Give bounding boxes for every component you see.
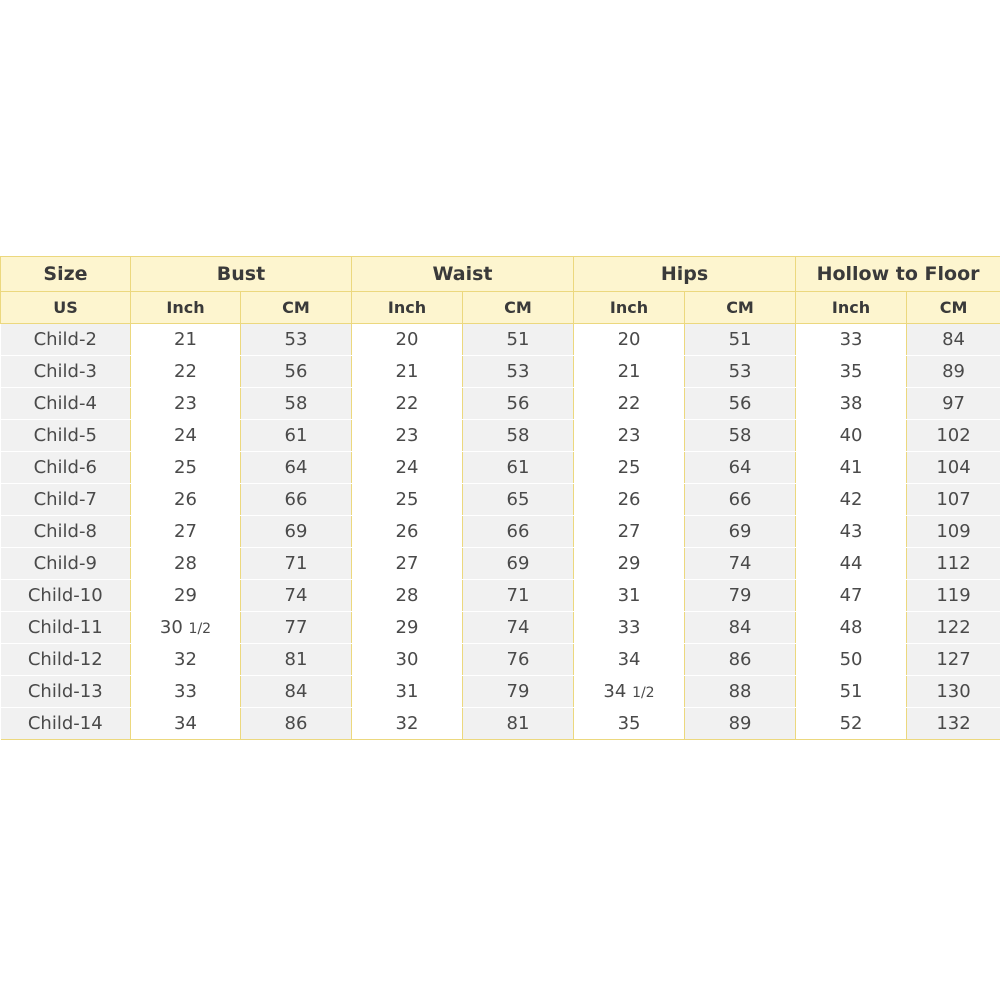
header-waist-inch: Inch [352,292,463,324]
cell-bust-cm: 53 [241,324,352,356]
size-chart-body [1,324,1000,740]
cell-bust-cm: 69 [241,516,352,548]
cell-bust-inch: 22 [131,356,241,388]
cell-hips-inch: 25 [574,452,685,484]
cell-bust-cm: 66 [241,484,352,516]
cell-hips-cm: 51 [685,324,796,356]
header-bust: Bust [131,257,352,292]
table-row [1,580,1000,612]
cell-hips-cm: 74 [685,548,796,580]
cell-waist-cm: 76 [463,644,574,676]
header-htf-cm: CM [907,292,1000,324]
header-waist-cm: CM [463,292,574,324]
cell-hips-inch: 27 [574,516,685,548]
cell-htf-cm: 122 [907,612,1000,644]
cell-hips-cm: 69 [685,516,796,548]
cell-bust-cm: 86 [241,708,352,740]
cell-waist-cm: 61 [463,452,574,484]
cell-htf-inch: 38 [796,388,907,420]
cell-hips-cm: 64 [685,452,796,484]
cell-size: Child-5 [1,420,131,452]
cell-bust-cm: 84 [241,676,352,708]
cell-bust-inch: 34 [131,708,241,740]
cell-hips-cm: 89 [685,708,796,740]
cell-waist-inch: 25 [352,484,463,516]
table-row [1,356,1000,388]
cell-waist-inch: 31 [352,676,463,708]
cell-hips-cm: 56 [685,388,796,420]
header-hollow-to-floor: Hollow to Floor [796,257,1000,292]
cell-size: Child-8 [1,516,131,548]
cell-htf-inch: 52 [796,708,907,740]
cell-htf-cm: 132 [907,708,1000,740]
cell-waist-cm: 56 [463,388,574,420]
cell-htf-cm: 119 [907,580,1000,612]
cell-hips-inch: 21 [574,356,685,388]
cell-bust-cm: 74 [241,580,352,612]
table-row [1,324,1000,356]
cell-hips-inch: 26 [574,484,685,516]
table-row [1,548,1000,580]
cell-hips-inch: 33 [574,612,685,644]
cell-waist-inch: 23 [352,420,463,452]
cell-size: Child-12 [1,644,131,676]
cell-size: Child-11 [1,612,131,644]
header-hips: Hips [574,257,796,292]
cell-size: Child-6 [1,452,131,484]
header-hips-inch: Inch [574,292,685,324]
cell-bust-inch: 21 [131,324,241,356]
cell-waist-inch: 26 [352,516,463,548]
cell-htf-inch: 33 [796,324,907,356]
cell-bust-cm: 58 [241,388,352,420]
cell-hips-cm: 86 [685,644,796,676]
cell-hips-inch: 34 1/2 [574,676,685,708]
cell-bust-cm: 61 [241,420,352,452]
cell-hips-cm: 84 [685,612,796,644]
cell-bust-inch: 23 [131,388,241,420]
header-waist: Waist [352,257,574,292]
header-bust-cm: CM [241,292,352,324]
cell-hips-inch: 34 [574,644,685,676]
cell-htf-cm: 102 [907,420,1000,452]
cell-htf-inch: 44 [796,548,907,580]
cell-waist-cm: 81 [463,708,574,740]
fraction-text: 1/2 [632,685,655,701]
header-us: US [1,292,131,324]
cell-waist-inch: 21 [352,356,463,388]
cell-size: Child-9 [1,548,131,580]
cell-bust-inch: 24 [131,420,241,452]
cell-bust-inch: 32 [131,644,241,676]
cell-htf-inch: 35 [796,356,907,388]
cell-hips-inch: 20 [574,324,685,356]
cell-waist-cm: 69 [463,548,574,580]
cell-waist-inch: 20 [352,324,463,356]
header-size: Size [1,257,131,292]
cell-bust-inch: 30 1/2 [131,612,241,644]
table-row [1,484,1000,516]
cell-waist-inch: 28 [352,580,463,612]
cell-htf-cm: 127 [907,644,1000,676]
cell-bust-cm: 71 [241,548,352,580]
cell-waist-inch: 27 [352,548,463,580]
cell-waist-inch: 32 [352,708,463,740]
cell-size: Child-14 [1,708,131,740]
header-htf-inch: Inch [796,292,907,324]
cell-bust-cm: 64 [241,452,352,484]
cell-hips-cm: 58 [685,420,796,452]
cell-size: Child-4 [1,388,131,420]
table-row [1,420,1000,452]
cell-htf-cm: 112 [907,548,1000,580]
table-row [1,612,1000,644]
cell-hips-inch: 29 [574,548,685,580]
table-row [1,388,1000,420]
table-row [1,516,1000,548]
cell-size: Child-7 [1,484,131,516]
cell-hips-inch: 31 [574,580,685,612]
cell-htf-inch: 48 [796,612,907,644]
cell-size: Child-3 [1,356,131,388]
table-row [1,708,1000,740]
cell-bust-inch: 33 [131,676,241,708]
cell-bust-inch: 28 [131,548,241,580]
cell-bust-inch: 29 [131,580,241,612]
cell-htf-inch: 47 [796,580,907,612]
header-group-row [1,257,1000,292]
cell-hips-inch: 22 [574,388,685,420]
cell-bust-inch: 25 [131,452,241,484]
cell-waist-inch: 29 [352,612,463,644]
cell-waist-cm: 66 [463,516,574,548]
cell-bust-inch: 27 [131,516,241,548]
header-units-row [1,292,1000,324]
table-row [1,452,1000,484]
cell-htf-cm: 97 [907,388,1000,420]
cell-hips-cm: 79 [685,580,796,612]
cell-waist-cm: 65 [463,484,574,516]
cell-waist-cm: 58 [463,420,574,452]
cell-size: Child-10 [1,580,131,612]
cell-waist-cm: 74 [463,612,574,644]
cell-waist-cm: 71 [463,580,574,612]
cell-htf-cm: 89 [907,356,1000,388]
cell-size: Child-13 [1,676,131,708]
cell-htf-inch: 40 [796,420,907,452]
cell-waist-cm: 79 [463,676,574,708]
cell-htf-cm: 109 [907,516,1000,548]
table-row [1,676,1000,708]
cell-htf-inch: 43 [796,516,907,548]
cell-hips-inch: 23 [574,420,685,452]
cell-htf-inch: 51 [796,676,907,708]
cell-htf-cm: 104 [907,452,1000,484]
cell-waist-inch: 30 [352,644,463,676]
cell-htf-cm: 84 [907,324,1000,356]
cell-htf-inch: 50 [796,644,907,676]
cell-bust-cm: 81 [241,644,352,676]
cell-waist-inch: 24 [352,452,463,484]
cell-waist-cm: 51 [463,324,574,356]
header-hips-cm: CM [685,292,796,324]
cell-htf-inch: 41 [796,452,907,484]
cell-size: Child-2 [1,324,131,356]
fraction-text: 1/2 [188,621,212,637]
size-chart-table [0,256,1000,740]
cell-hips-inch: 35 [574,708,685,740]
cell-waist-inch: 22 [352,388,463,420]
cell-bust-cm: 56 [241,356,352,388]
cell-htf-cm: 107 [907,484,1000,516]
cell-hips-cm: 53 [685,356,796,388]
cell-htf-cm: 130 [907,676,1000,708]
cell-hips-cm: 88 [685,676,796,708]
cell-bust-cm: 77 [241,612,352,644]
table-row [1,644,1000,676]
cell-bust-inch: 26 [131,484,241,516]
cell-hips-cm: 66 [685,484,796,516]
cell-htf-inch: 42 [796,484,907,516]
header-bust-inch: Inch [131,292,241,324]
cell-waist-cm: 53 [463,356,574,388]
